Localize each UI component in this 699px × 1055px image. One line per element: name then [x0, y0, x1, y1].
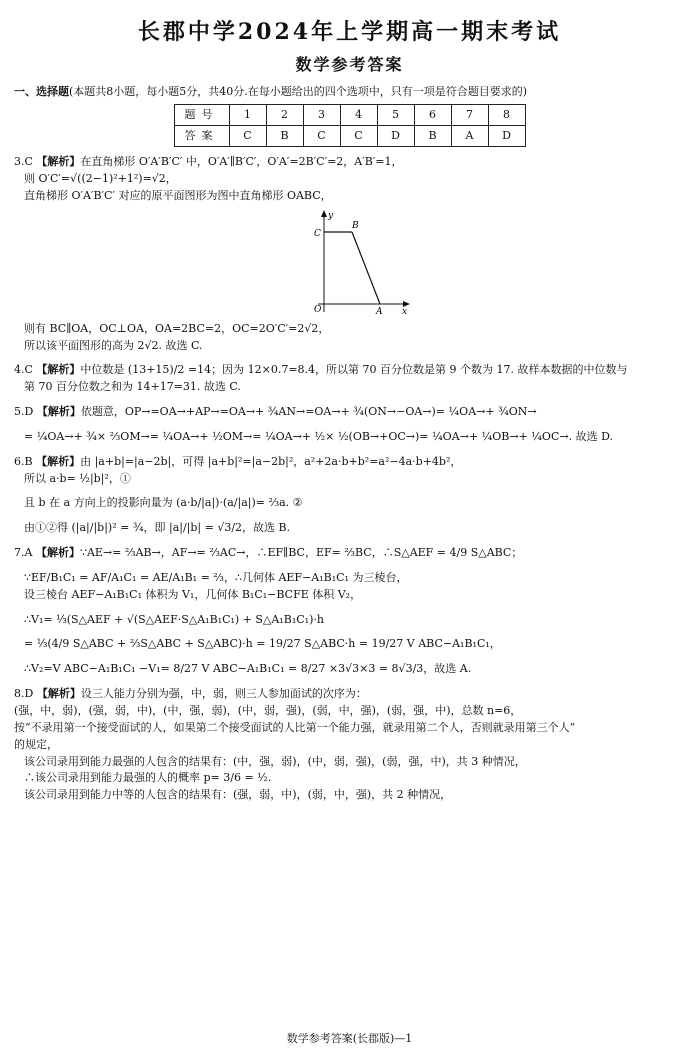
q8-line-2: (强，中，弱)，(强，弱，中)，(中，强，弱)，(中，弱，强)，(弱，中，强)，(弱，强，中)，总数 n=6， — [14, 704, 522, 717]
answer-table-number-row — [174, 105, 525, 126]
q7-line-1 — [14, 546, 685, 561]
q8-line-7: 该公司录用到能力中等的人包含的结果有：(强，弱，中)，(弱，中，强)，共 2 种情况， — [24, 788, 452, 802]
answer-cell: D — [488, 126, 525, 147]
question-number: 2 — [266, 105, 303, 126]
question-number: 8 — [488, 105, 525, 126]
q5-head: 5.D — [14, 405, 34, 419]
answer-table — [174, 104, 526, 147]
q6-tag: 【解析】 — [36, 454, 81, 468]
q7-line-6: ∴V₂=V ABC−A₁B₁C₁ −V₁= 8/27 V ABC−A₁B₁C₁ = 8/27 ×3√3×3 = 8√3/3，故选 A. — [24, 662, 472, 676]
section-1-title: 一、选择题 — [14, 85, 69, 99]
label-x: x — [402, 306, 408, 317]
q4-head: 4.C — [14, 363, 33, 377]
q3-line-5: 所以该平面图形的高为 2√2. 故选 C. — [24, 338, 203, 352]
q8-line-6: ∴该公司录用到能力最强的人的概率 p= 3/6 = ½. — [24, 771, 272, 785]
label-a: A — [376, 306, 383, 317]
q5-line-2: = ¼OA→+ ¾× ⅔OM→= ¼OA→+ ½OM→= ¼OA→+ ½× ½(OB→+OC→)= ¼OA→+ ¼OB→+ ¼OC→. 故选 D. — [24, 429, 613, 443]
q8-line-5: 该公司录用到能力最强的人包含的结果有：(中，强，弱)，(中，弱，强)，(弱，强，中)，共 3 种情况， — [24, 754, 526, 768]
answer-cell: B — [266, 126, 303, 147]
q4-tag: 【解析】 — [36, 363, 81, 377]
q7-tag: 【解析】 — [35, 546, 80, 560]
q3-tag: 【解析】 — [36, 155, 81, 169]
q7-line-4: ∴V₁= ⅓(S△AEF + √(S△AEF·S△A₁B₁C₁) + S△A₁B₁C₁)·h — [24, 612, 324, 626]
section-1-header — [14, 85, 685, 100]
label-b: B — [352, 220, 359, 231]
question-number: 3 — [303, 105, 340, 126]
q6-line-1 — [14, 455, 685, 470]
q3-line-4: 则有 BC∥OA，OC⊥OA，OA=2BC=2，OC=2O′C′=2√2， — [24, 321, 330, 335]
q8-line-1 — [14, 687, 685, 702]
q6-line-3: 且 b 在 a 方向上的投影向量为 (a·b/|a|)·(a/|a|)= ⅔a. ② — [24, 496, 303, 510]
segment-ba — [352, 232, 380, 304]
page-footer: 数学参考答案(长郡版)—1 — [286, 1032, 413, 1046]
y-axis-arrow — [321, 210, 327, 217]
label-y: y — [328, 210, 334, 221]
trapezoid-figure — [304, 208, 414, 318]
q8-head: 8.D — [14, 687, 34, 701]
q7-line-5: = ⅓(4/9 S△ABC + ⅔S△ABC + S△ABC)·h = 19/27 S△ABC·h = 19/27 V ABC−A₁B₁C₁， — [24, 637, 501, 651]
q3-line-2: 则 O′C′=√((2−1)²+1²)=√2， — [24, 171, 177, 185]
q6-line-4: 由①②得 (|a|/|b|)² = ¾，即 |a|/|b| = √3/2，故选 B. — [24, 521, 291, 535]
answer-cell: D — [377, 126, 414, 147]
q7-line-2: ∵EF/B₁C₁ = AF/A₁C₁ = AE/A₁B₁ = ⅔，∴几何体 AEF−A₁B₁C₁ 为三棱台， — [24, 570, 408, 584]
q7-text-1: ∵AE→= ⅔AB→，AF→= ⅔AC→，∴EF∥BC，EF= ⅔BC，∴S△AEF = 4/9 S△ABC； — [79, 546, 523, 560]
page-subtitle: 数学参考答案 — [295, 54, 404, 74]
label-c: C — [314, 228, 321, 239]
q8-tag: 【解析】 — [36, 687, 81, 701]
q5-tag: 【解析】 — [36, 405, 81, 419]
answer-table-answer-row — [174, 126, 525, 147]
answer-cell: C — [340, 126, 377, 147]
q4-line-1 — [14, 363, 685, 378]
page-title: 长郡中学2024年上学期高一期末考试 — [137, 19, 562, 45]
question-number: 7 — [451, 105, 488, 126]
question-number: 5 — [377, 105, 414, 126]
row-label-number: 题号 — [174, 105, 229, 126]
label-o: O — [314, 304, 322, 315]
q5-text-1: 依题意，OP→=OA→+AP→=OA→+ ¾AN→=OA→+ ¾(ON→−OA→)= ¼OA→+ ¾ON→ — [80, 405, 537, 419]
q3-head: 3.C — [14, 155, 33, 169]
q4-text-1: 中位数是 (13+15)/2 =14；因为 12×0.7=8.4，所以第 70 百分位数是第 9 个数为 17. 故样本数据的中位数与 — [80, 363, 628, 377]
q8-line-4: 的规定， — [14, 737, 58, 751]
q7-head: 7.A — [14, 546, 33, 560]
answer-cell: C — [303, 126, 340, 147]
q4-line-2: 第 70 百分位数之和为 14+17=31. 故选 C. — [24, 380, 241, 394]
question-number: 6 — [414, 105, 451, 126]
q5-line-1 — [14, 405, 685, 420]
q8-line-3: 按“不录用第一个接受面试的人，如果第二个接受面试的人比第一个能力强，就录用第二个人，否则就录用第三个人” — [14, 720, 576, 734]
section-1-desc: (本题共8小题，每小题5分，共40分.在每小题给出的四个选项中，只有一项是符合题目要求的) — [69, 85, 528, 99]
q6-head: 6.B — [14, 454, 33, 468]
q7-line-3: 设三棱台 AEF−A₁B₁C₁ 体积为 V₁，几何体 B₁C₁−BCFE 体积 V₂， — [24, 587, 362, 601]
q6-text-1: 由 |a+b|=|a−2b|，可得 |a+b|²=|a−2b|²，a²+2a·b+b²=a²−4a·b+4b²， — [80, 454, 462, 468]
question-number: 1 — [229, 105, 266, 126]
q3-line-3: 直角梯形 O′A′B′C′ 对应的原平面图形为图中直角梯形 OABC， — [24, 188, 332, 202]
question-number: 4 — [340, 105, 377, 126]
answer-cell: C — [229, 126, 266, 147]
answer-cell: A — [451, 126, 488, 147]
q3-line-1 — [14, 155, 685, 170]
answer-cell: B — [414, 126, 451, 147]
row-label-answer: 答案 — [174, 126, 229, 147]
q8-text-1: 设三人能力分别为强，中，弱，则三人参加面试的次序为： — [80, 687, 367, 701]
q6-line-2: 所以 a·b= ½|b|²，① — [24, 471, 131, 485]
q3-text-1: 在直角梯形 O′A′B′C′ 中，O′A′∥B′C′，O′A′=2B′C′=2，A′B′=1， — [80, 155, 403, 169]
